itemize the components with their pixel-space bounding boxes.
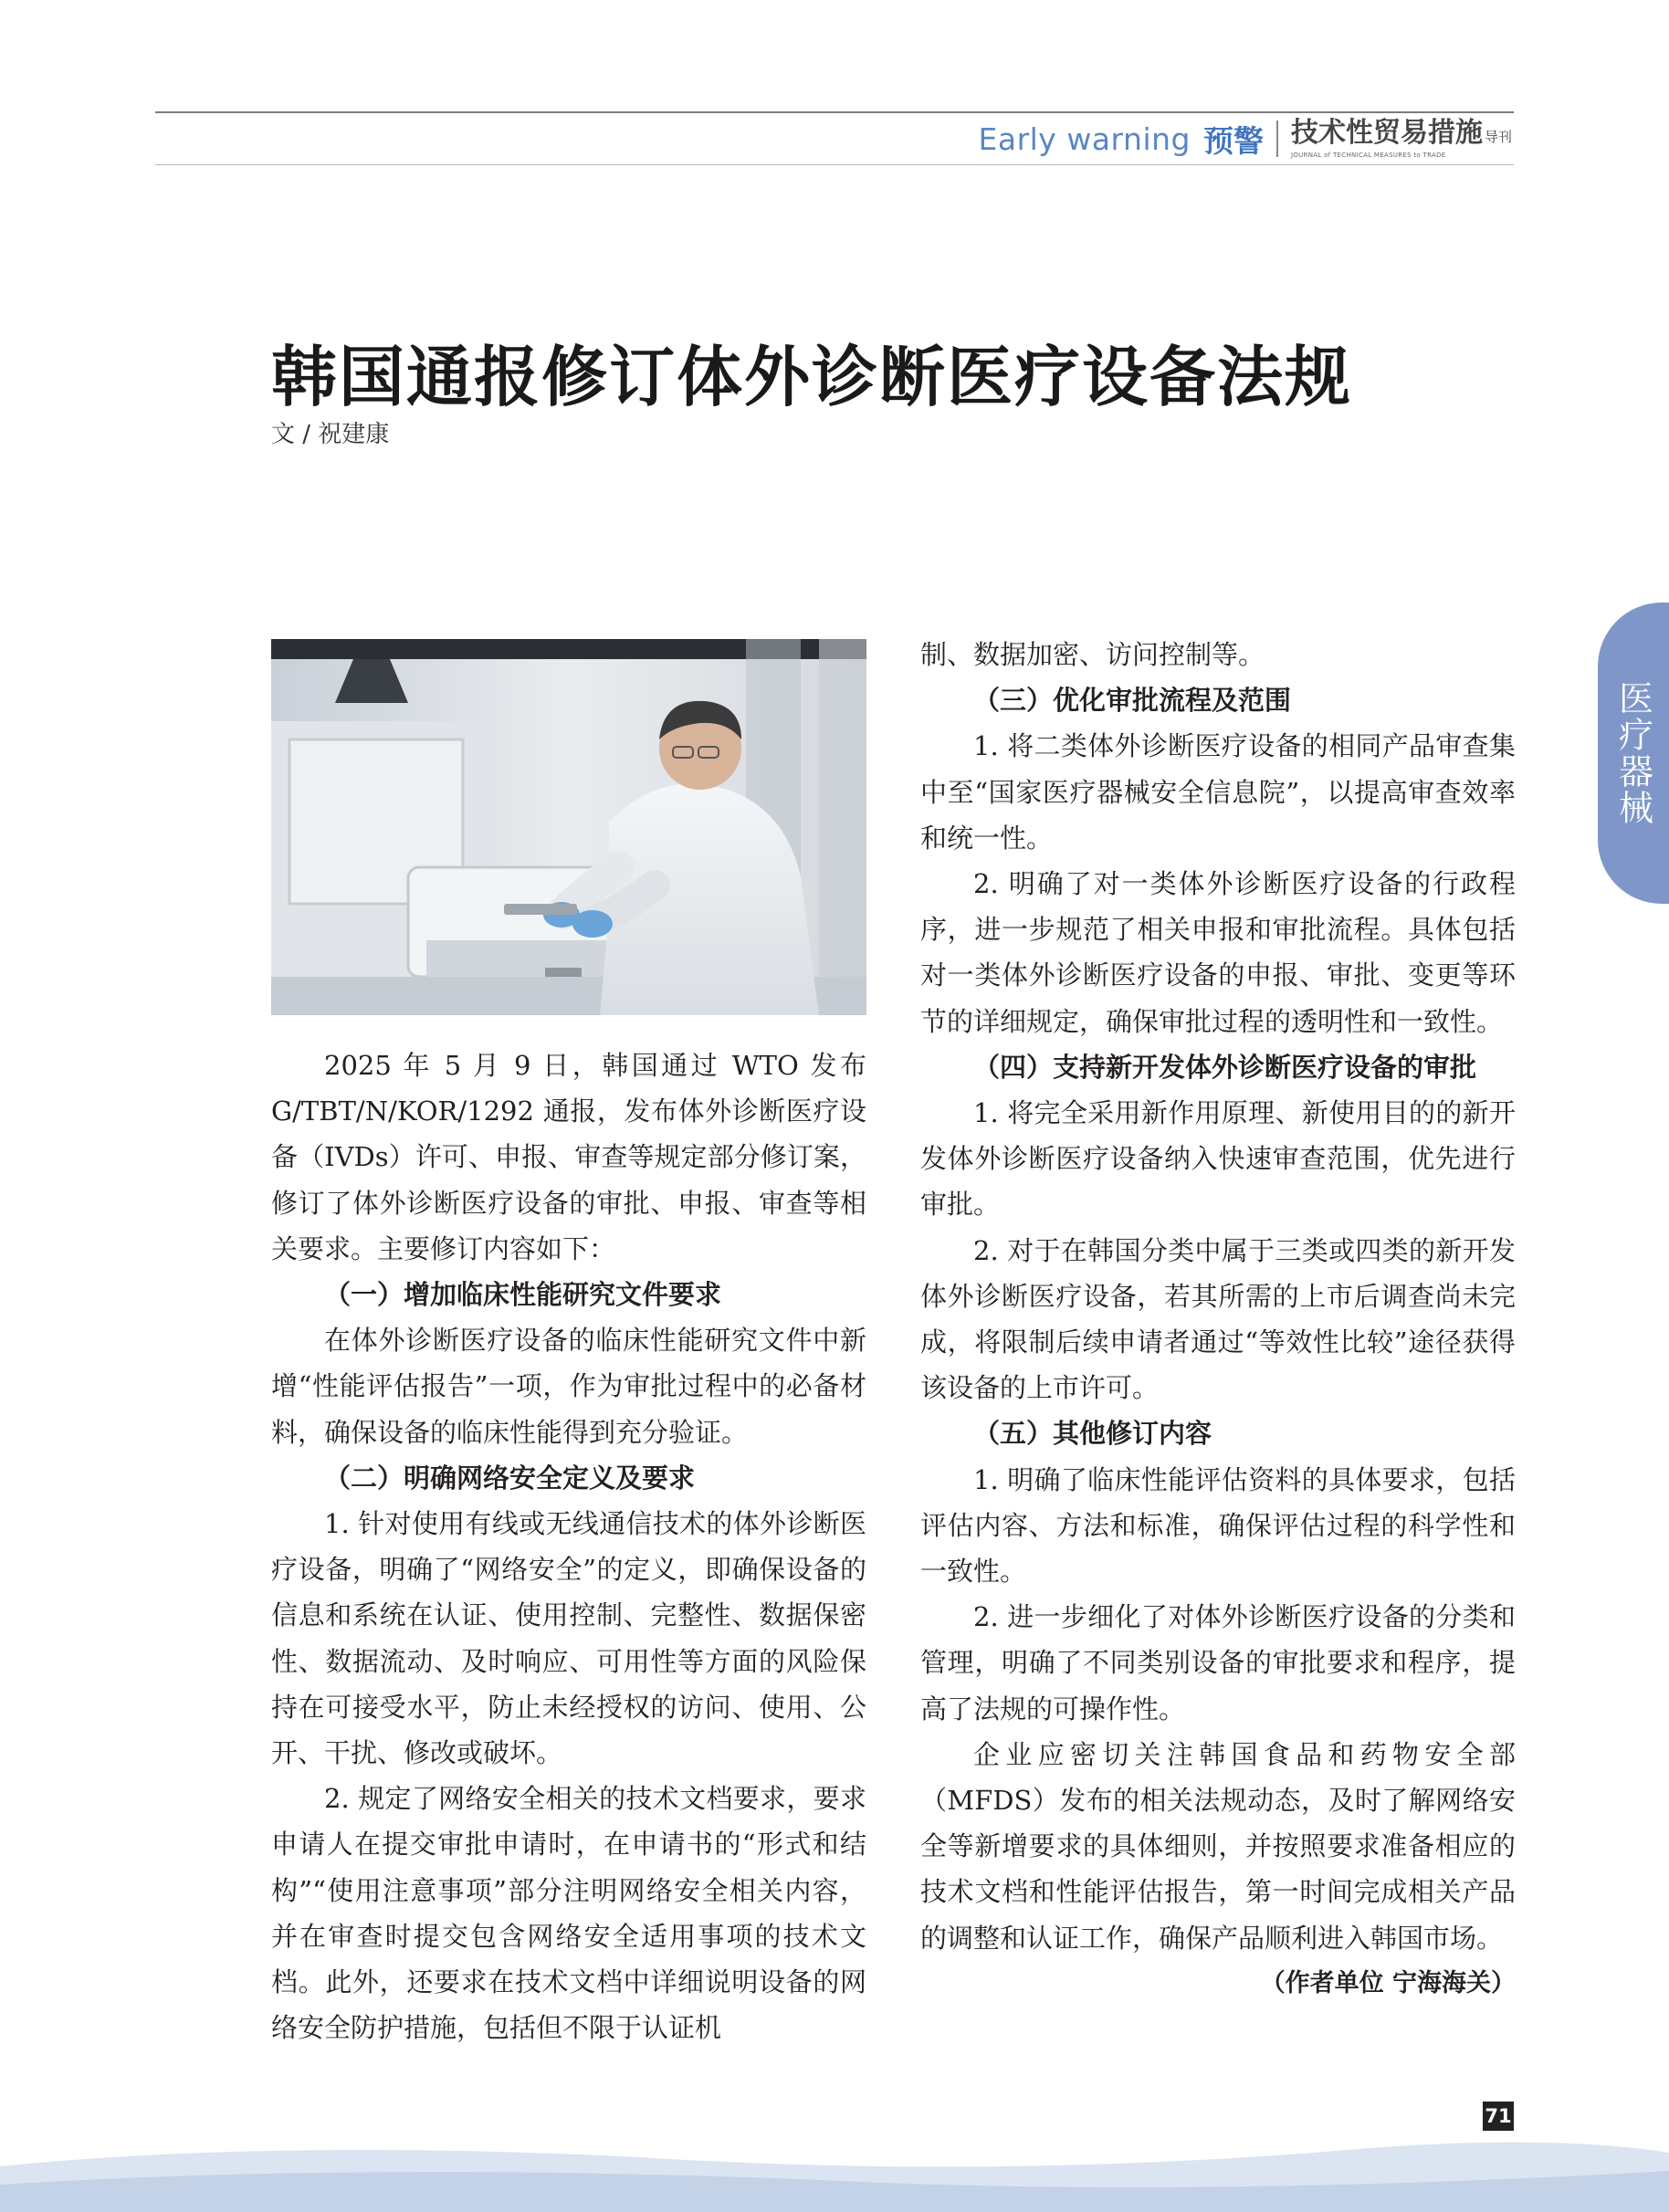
running-header [979,117,1513,161]
header-subrule [155,164,1514,165]
section-heading-3: （三）优化审批流程及范围 [973,685,1292,717]
journal-suffix: 导刊 [1484,129,1512,145]
section-heading-2: （二）明确网络安全定义及要求 [324,1462,696,1494]
section-heading-5: （五）其他修订内容 [973,1418,1212,1450]
paragraph: 1. 明确了临床性能评估资料的具体要求，包括评估内容、方法和标准，确保评估过程的科学性和一致性。 [920,1463,1516,1588]
paragraph-continued: 制、数据加密、访问控制等。 [920,639,1265,670]
author-affiliation: （作者单位 宁海海关） [1260,1968,1516,1997]
section-side-tab [1598,603,1669,904]
header-separator [1276,121,1278,157]
paragraph-conclusion: 企业应密切关注韩国食品和药物安全部（MFDS）发布的相关法规动态，及时了解网络安全等新增要求的具体细则，并按照要求准备相应的技术文档和性能评估报告，第一时间完成相关产品的调整和认证工作，确保产品顺利进入韩国市场。 [920,1738,1516,1954]
section-heading-4: （四）支持新开发体外诊断医疗设备的审批 [973,1051,1477,1083]
paragraph: 2. 明确了对一类体外诊断医疗设备的行政程序，进一步规范了相关申报和审批流程。具体包括对一类体外诊断医疗设备的申报、审批、变更等环节的详细规定，确保审批过程的透明性和一致性。 [920,868,1516,1037]
side-tab-label: 医疗器械 [1612,680,1653,826]
lab-photo [271,639,866,1015]
paragraph: 1. 将二类体外诊断医疗设备的相同产品审查集中至“国家医疗器械安全信息院”，以提高审查效率和统一性。 [920,730,1516,854]
paragraph: 2. 进一步细化了对体外诊断医疗设备的分类和管理，明确了不同类别设备的审批要求和程序，提高了法规的可操作性。 [920,1601,1516,1725]
paragraph: 2. 规定了网络安全相关的技术文档要求，要求申请人在提交审批申请时，在申请书的“形式和结构”“使用注意事项”部分注明网络安全相关内容，并在审查时提交包含网络安全适用事项的技术文档。此外，还要求在技术文档中详细说明设备的网络安全防护措施，包括但不限于认证机 [271,1783,866,2044]
section-label-en: Early warning [978,121,1191,157]
left-column [271,1043,866,2050]
paragraph-intro: 2025 年 5 月 9 日，韩国通过 WTO 发布 G/TBT/N/KOR/1292 通报，发布体外诊断医疗设备（IVDs）许可、申报、审查等规定部分修订案，修订了体外诊断医疗设备的审批、申报、审查等相关要求。主要修订内容如下： [271,1050,866,1264]
article-byline: 文 / 祝建康 [271,421,390,448]
paragraph: 在体外诊断医疗设备的临床性能研究文件中新增“性能评估报告”一项，作为审批过程中的必备材料，确保设备的临床性能得到充分验证。 [271,1325,866,1448]
journal-title: 技术性贸易措施 [1290,117,1483,149]
paragraph: 1. 针对使用有线或无线通信技术的体外诊断医疗设备，明确了“网络安全”的定义，即确保设备的信息和系统在认证、使用控制、完整性、数据保密性、数据流动、及时响应、可用性等方面的风险保持在可接受水平，防止未经授权的访问、使用、公开、干扰、修改或破坏。 [271,1508,866,1769]
paragraph: 1. 将完全采用新作用原理、新使用目的的新开发体外诊断医疗设备纳入快速审查范围，优先进行审批。 [920,1097,1516,1221]
lab-photo-illustration [271,639,866,1015]
right-column [920,632,1516,2007]
journal-logo [1291,119,1512,159]
journal-subtitle: JOURNAL of TECHNICAL MEASURES to TRADE [1290,152,1446,159]
page-number: 71 [1483,2102,1514,2131]
paragraph: 2. 对于在韩国分类中属于三类或四类的新开发体外诊断医疗设备，若其所需的上市后调查尚未完成，将限制后续申请者通过“等效性比较”途径获得该设备的上市许可。 [920,1234,1516,1404]
footer-wave-decoration [0,2130,1669,2212]
section-label-cn: 预警 [1202,122,1264,159]
header-rule [155,111,1514,113]
section-heading-1: （一）增加临床性能研究文件要求 [324,1279,722,1311]
article-title: 韩国通报修订体外诊断医疗设备法规 [271,339,1353,415]
